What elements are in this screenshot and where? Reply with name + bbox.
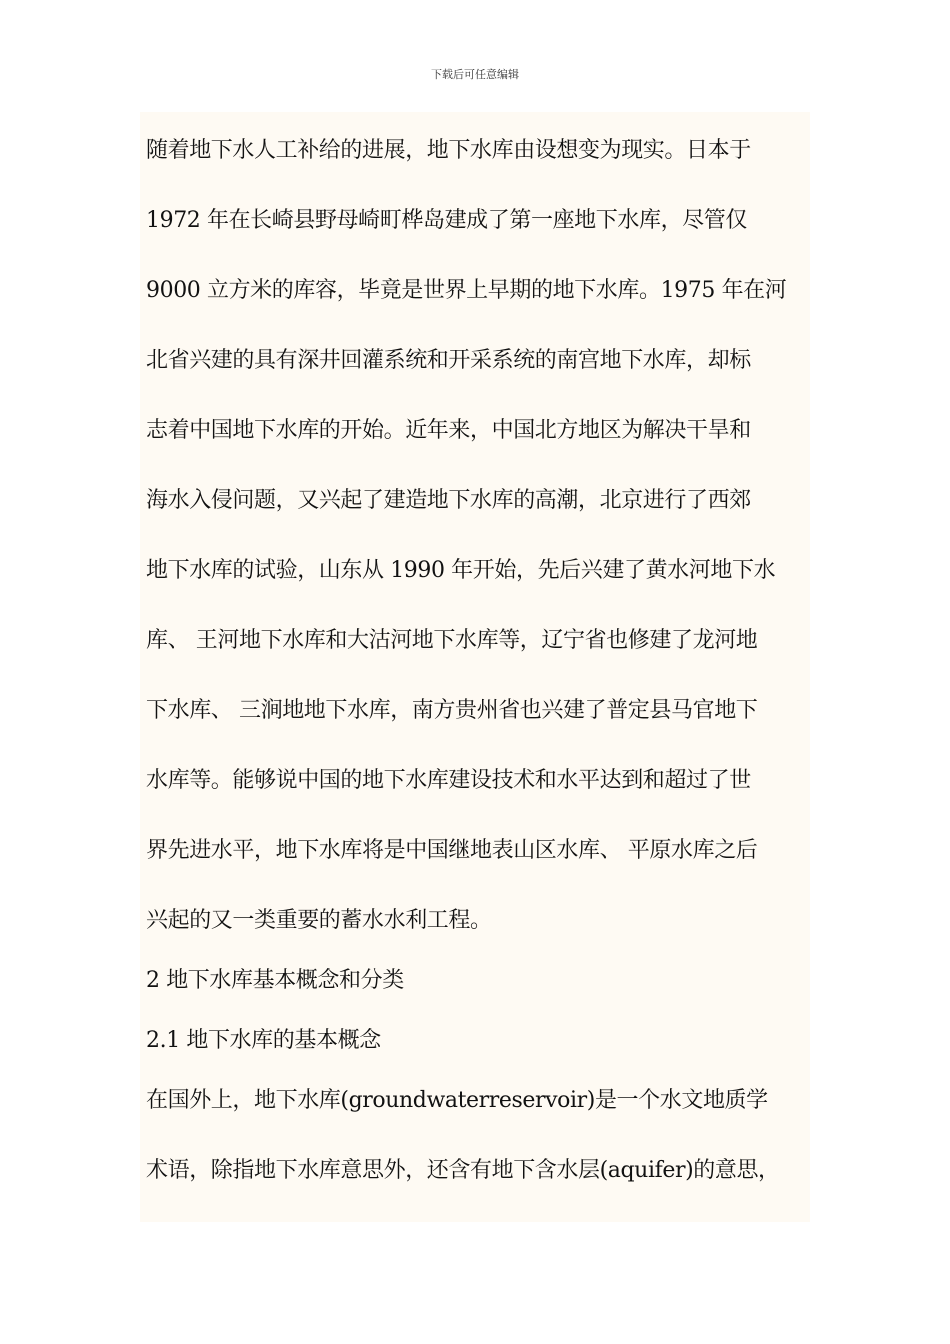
paragraph-line: 界先进水平，地下水库将是中国继地表山区水库、 平原水库之后 (146, 838, 758, 863)
paragraph-line: 海水入侵问题，又兴起了建造地下水库的高潮，北京进行了西郊 (146, 488, 751, 513)
paragraph-line: 兴起的又一类重要的蓄水水利工程。 (146, 908, 492, 933)
section-heading: 2 地下水库基本概念和分类 (146, 968, 404, 993)
page-header: 下载后可任意编辑 (431, 68, 519, 81)
paragraph-line: 志着中国地下水库的开始。近年来，中国北方地区为解决干旱和 (146, 418, 751, 443)
paragraph-line: 下水库、 三涧地地下水库，南方贵州省也兴建了普定县马官地下 (146, 698, 758, 723)
subsection-heading: 2.1 地下水库的基本概念 (146, 1028, 381, 1053)
paragraph-line: 在国外上，地下水库(groundwaterreservoir)是一个水文地质学 (146, 1088, 768, 1113)
paragraph-line: 北省兴建的具有深井回灌系统和开采系统的南宫地下水库，却标 (146, 348, 751, 373)
paragraph-line: 库、 王河地下水库和大沽河地下水库等，辽宁省也修建了龙河地 (146, 628, 758, 653)
paragraph-line: 随着地下水人工补给的进展，地下水库由设想变为现实。日本于 (146, 138, 751, 163)
paragraph-line: 地下水库的试验，山东从 1990 年开始，先后兴建了黄水河地下水 (146, 558, 776, 583)
paragraph-line: 1972 年在长崎县野母崎町桦岛建成了第一座地下水库，尽管仅 (146, 208, 747, 233)
paragraph-line: 术语，除指地下水库意思外，还含有地下含水层(aquifer)的意思， (146, 1158, 780, 1183)
paragraph-line: 水库等。能够说中国的地下水库建设技术和水平达到和超过了世 (146, 768, 751, 793)
paragraph-line: 9000 立方米的库容，毕竟是世界上早期的地下水库。1975 年在河 (146, 278, 787, 303)
